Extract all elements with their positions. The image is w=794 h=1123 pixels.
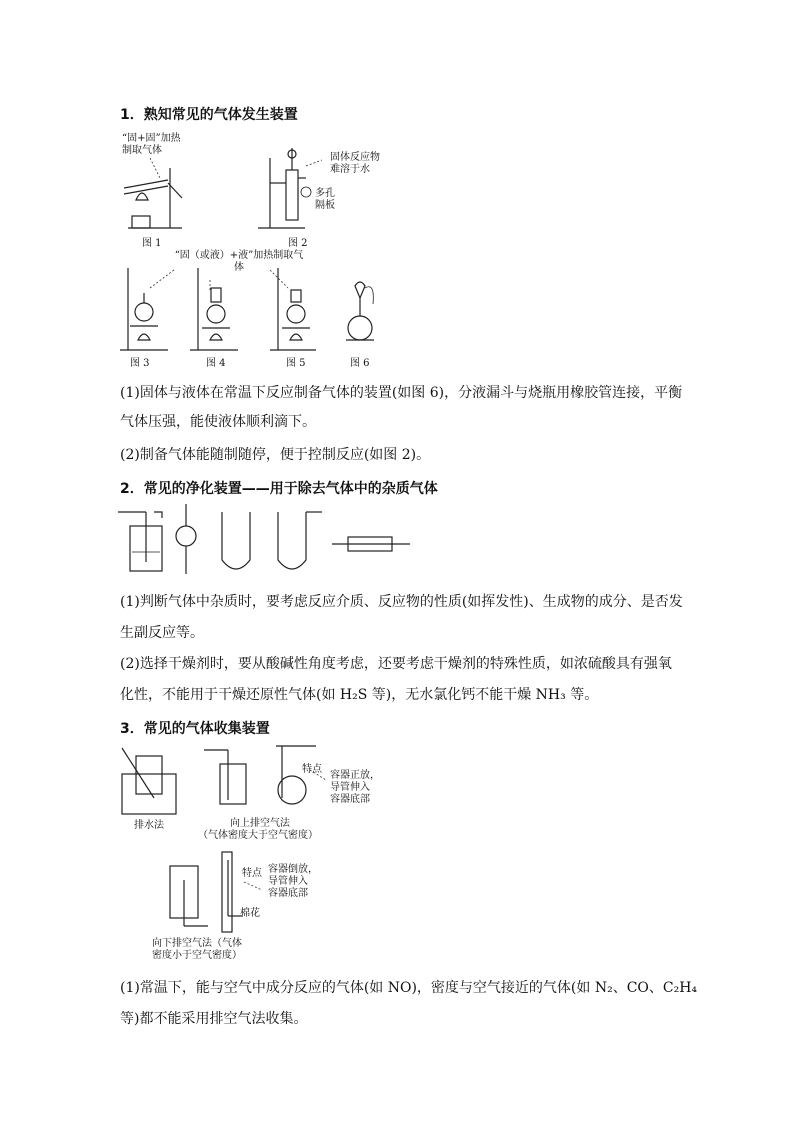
label-fig2: 图 2: [288, 238, 308, 249]
label-cotton: 棉花: [240, 908, 260, 919]
label-note1-line3: 容器底部: [330, 794, 370, 805]
figure-purification: [118, 500, 418, 580]
label-fig6: 图 6: [350, 358, 370, 369]
section1-paragraph-1-cont: 气体压强，能使液体顺利滴下。: [120, 414, 316, 430]
label-note2-line3: 容器底部: [268, 888, 308, 899]
section2-paragraph-1-cont: 生副反应等。: [120, 625, 204, 641]
label-fig3: 图 3: [130, 358, 150, 369]
label-up-air: 向上排空气法: [230, 818, 290, 829]
label-solid-heat: “固+固”加热制取气体: [122, 133, 181, 156]
label-feature-2: 特点: [242, 868, 262, 879]
section2-heading: 2．常见的净化装置——用于除去气体中的杂质气体: [120, 481, 438, 497]
label-note2-line2: 导管伸入: [268, 876, 308, 887]
label-down-air-line2: 密度小于空气密度）: [152, 950, 242, 961]
section2-paragraph-2-cont: 化性，不能用于干燥还原性气体(如 H₂S 等)，无水氯化钙不能干燥 NH₃ 等。: [120, 687, 599, 703]
section1-heading: 1．熟知常见的气体发生装置: [120, 107, 298, 123]
section1-paragraph-2: (2)制备气体能随制随停，便于控制反应(如图 2)。: [120, 447, 431, 463]
figure-gas-generation: [110, 128, 410, 373]
label-feature-1: 特点: [302, 764, 322, 775]
label-solid-reactant: 固体反应物难溶于水: [330, 152, 380, 175]
label-porous-plate: 多孔隔板: [315, 188, 335, 211]
figure-gas-collection: [118, 740, 408, 970]
label-water-method: 排水法: [134, 820, 164, 831]
label-note1-line2: 导管伸入: [330, 782, 370, 793]
section1-paragraph-1: (1)固体与液体在常温下反应制备气体的装置(如图 6)，分液漏斗与烧瓶用橡胶管连接，平衡: [120, 385, 683, 401]
section2-paragraph-1: (1)判断气体中杂质时，要考虑反应介质、反应物的性质(如挥发性)、生成物的成分、是否发: [120, 594, 683, 610]
section3-heading: 3．常见的气体收集装置: [120, 721, 270, 737]
label-up-air-note: （气体密度大于空气密度）: [198, 830, 318, 841]
label-fig4: 图 4: [206, 358, 226, 369]
label-fig1: 图 1: [142, 238, 162, 249]
label-solid-liquid-heat: “固（或液）+液”加热制取气体: [174, 250, 304, 273]
apparatus-drawing-2: [110, 128, 410, 373]
section3-paragraph-1: (1)常温下，能与空气中成分反应的气体(如 NO)，密度与空气接近的气体(如 N₂、CO、C₂H₄: [120, 980, 698, 996]
label-note2-line1: 容器倒放，: [268, 864, 318, 875]
section2-paragraph-2: (2)选择干燥剂时，要从酸碱性角度考虑，还要考虑干燥剂的特殊性质，如浓硫酸具有强氧: [120, 656, 672, 672]
section3-paragraph-1-cont: 等)都不能采用排空气法收集。: [120, 1011, 308, 1027]
label-down-air-line1: 向下排空气法（气体: [152, 938, 242, 949]
label-note1-line1: 容器正放，: [330, 770, 380, 781]
label-fig5: 图 5: [286, 358, 306, 369]
